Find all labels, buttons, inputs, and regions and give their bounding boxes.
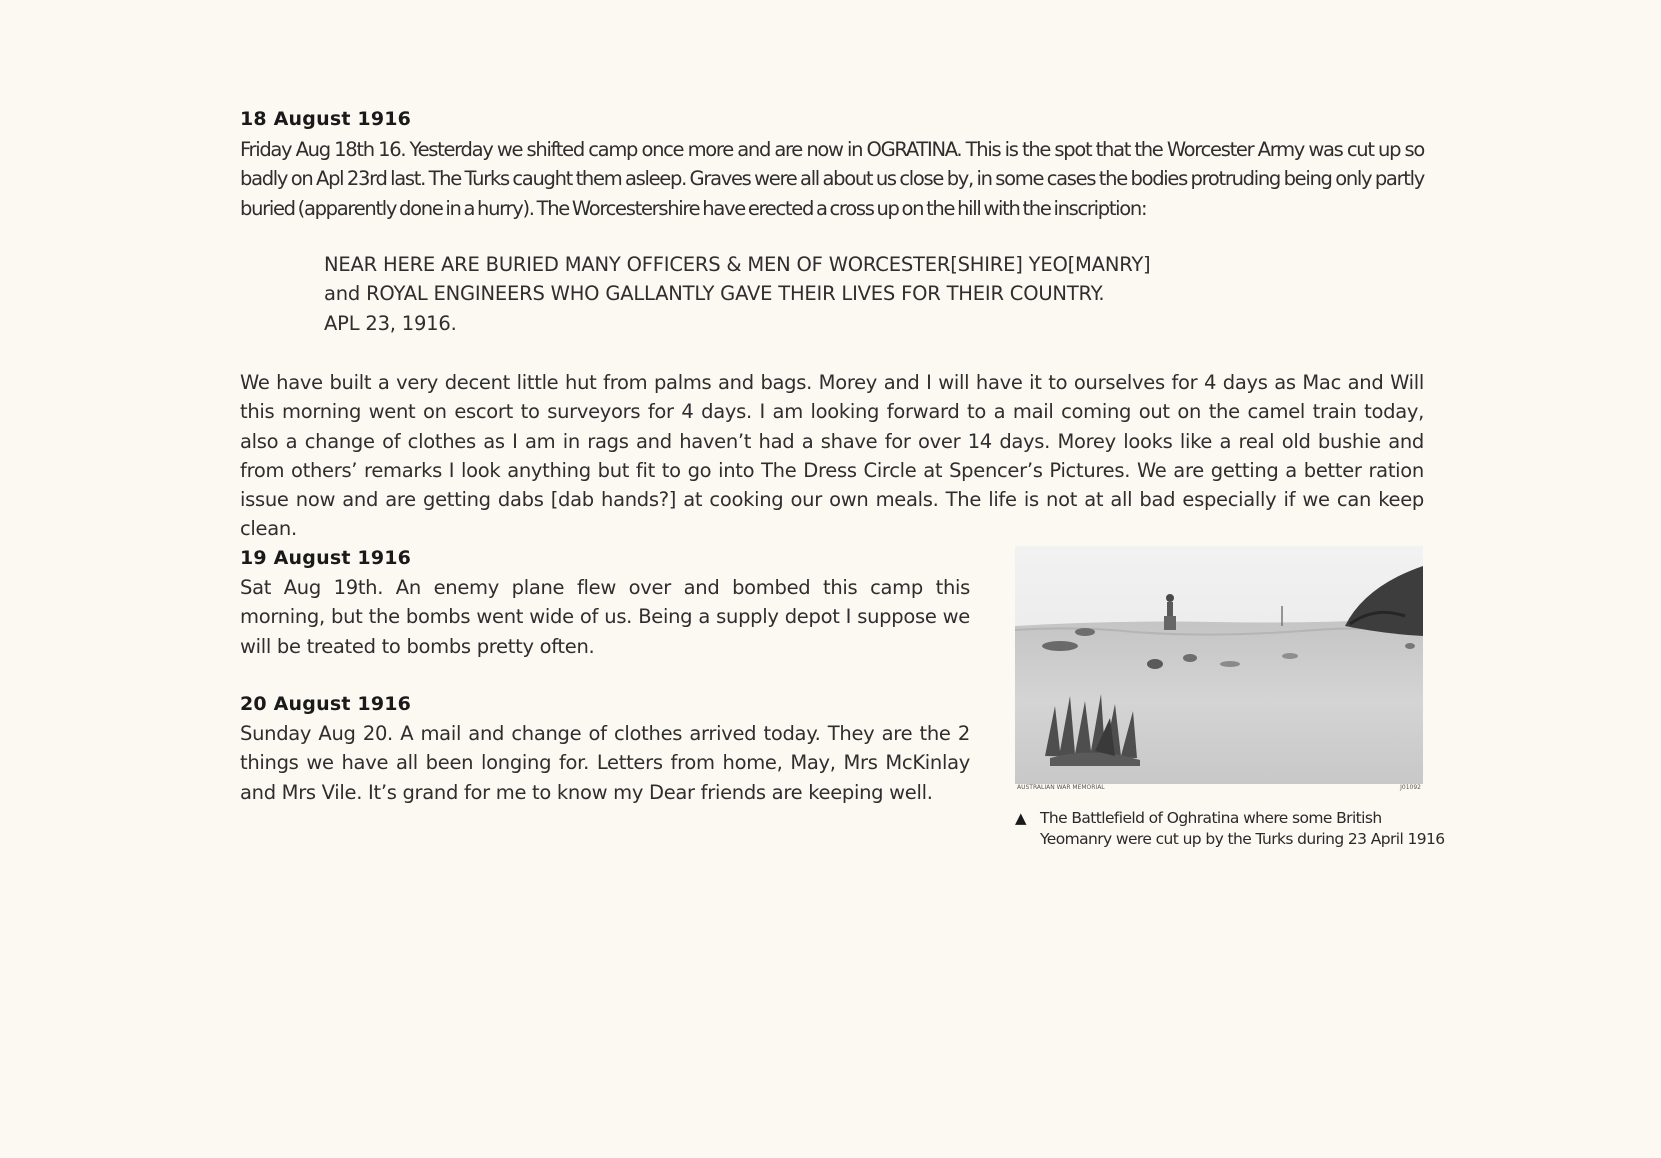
caption-line: Yeomanry were cut up by the Turks during 23 April 1916: [1040, 830, 1445, 848]
photo-reference-number: J01092: [1400, 784, 1421, 791]
entry-heading-19-august: 19 August 1916: [240, 547, 412, 569]
battlefield-photo: [1015, 546, 1423, 794]
photo-credit: AUSTRALIAN WAR MEMORIAL: [1017, 784, 1105, 791]
entry-paragraph-18-august-continued: We have built a very decent little hut from palms and bags. Morey and I will have it to ourselves for 4 days as Mac and Will this morning went on escort to surveyors for 4 days. I am looking forward to a mail coming out on the camel train today, also a change of clothes as I am in rags and haven’t had a shave for over 14 days. Morey looks like a real old bushie and from others’ remarks I look anything but fit to go into The Dress Circle at Spencer’s Pictures. We are getting a better ration issue now and are getting dabs [dab hands?] at cooking our own meals. The life is not at all bad especially if we can keep clean.: [240, 371, 1424, 541]
inscription-line: and ROYAL ENGINEERS WHO GALLANTLY GAVE THEIR LIVES FOR THEIR COUNTRY.: [324, 282, 1105, 306]
inscription-line: NEAR HERE ARE BURIED MANY OFFICERS & MEN OF WORCESTER[SHIRE] YEO[MANRY]: [324, 253, 1151, 276]
cross-inscription: [324, 250, 1150, 338]
entry-paragraph-20-august: Sunday Aug 20. A mail and change of clothes arrived today. They are the 2 things we have all been longing for. Letters from home, May, Mrs McKinlay and Mrs Vile. It’s grand for me to know my Dear friends are keeping well.: [240, 722, 970, 804]
caption-line: The Battlefield of Oghratina where some British: [1040, 809, 1382, 827]
entry-heading-18-august: 18 August 1916: [240, 108, 412, 130]
photo-credit-strip: [1015, 782, 1423, 794]
battlefield-photo-image: [1015, 546, 1423, 784]
entry-paragraph-18-august: Friday Aug 18th 16. Yesterday we shifted camp once more and are now in OGRATINA. This is the spot that the Worcester Army was cut up so badly on Apl 23rd last. The Turks caught them asleep. Graves were all about us close by, in some cases the bodies protruding being only partly buried (apparently done in a hurry). The Worcestershire have erected a cross up on the hill with the inscription:: [240, 138, 1424, 220]
inscription-line: APL 23, 1916.: [324, 311, 457, 335]
entry-paragraph-19-august: Sat Aug 19th. An enemy plane flew over and bombed this camp this morning, but the bombs went wide of us. Being a supply depot I suppose we will be treated to bombs pretty often.: [240, 576, 970, 658]
triangle-marker-icon: ▲: [1015, 809, 1026, 827]
entry-heading-20-august: 20 August 1916: [240, 693, 412, 715]
